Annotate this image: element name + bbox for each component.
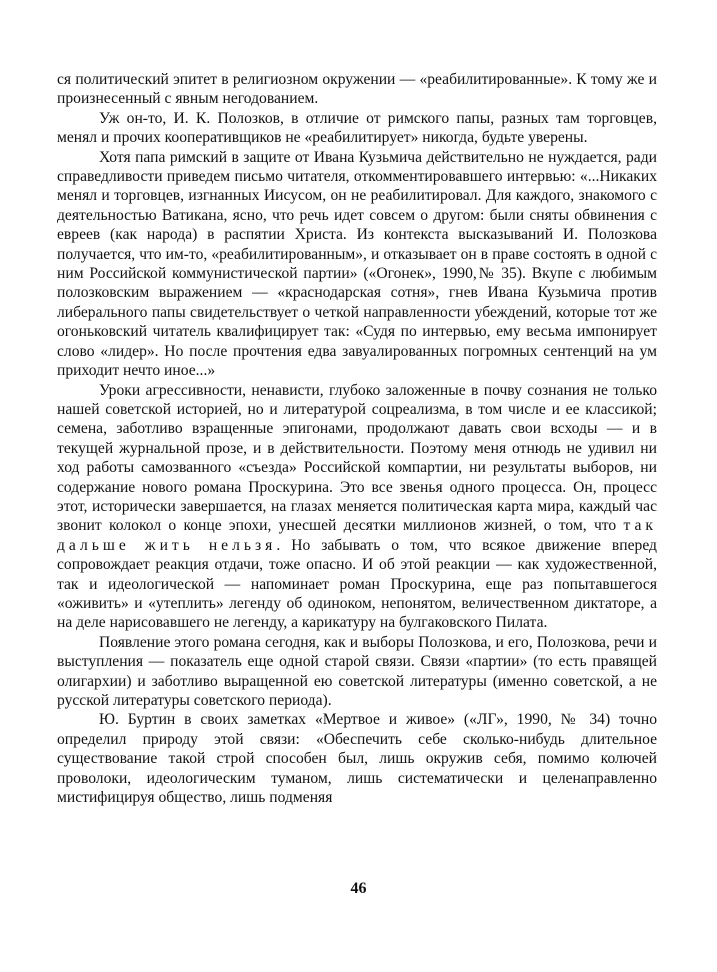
- paragraph-novel-appearance: Появление этого романа сегодня, как и выборы Полозкова, и его, Полозкова, речи и выступления — показатель еще одной старой связи. Связи «партии» (то есть правящей олигархии) и заботливо выращенной ею советской литературы (именно советской, а не русской литературы советского периода).: [57, 633, 657, 709]
- paragraph-burtin: Ю. Буртин в своих заметках «Мертвое и живое» («ЛГ», 1990, № 34) точно определил природу этой связи: «Обеспечить себе сколько-нибудь длительное существование такой строй способен был, лишь окружив себя, помимо колючей проволоки, идеологическим туманом, лишь систематически и целенаправленно мистифицируя общество, лишь подменяя: [57, 711, 657, 807]
- page-number: 46: [350, 880, 367, 897]
- paragraph-pope-letter: Хотя папа римский в защите от Ивана Кузьмича действительно не нуждается, ради справедливости приведем письмо читателя, откомментировавшего интервью: «...Никаких менял и торговцев, изгнанных Иисусом, он не реабилитировал. Для каждого, знакомого с деятельностью Ватикана, ясно, что речь идет совсем о другом: были сняты обвинения с евреев (как народа) в распятии Христа. Из контекста высказываний И. Полозкова получается, что им-то, «реабилитированным», и отказывает он в праве состоять в одной с ним Российской коммунистической партии» («Огонек», 1990,№ 35). Вкупе с любимым полозковским выражением — «краснодарская сотня», гнев Ивана Кузьмича против либерального папы свидетельствует о четкой направленности убеждений, которые тот же огоньковский читатель квалифицирует так: «Судя по интервью, ему весьма импонирует слово «лидер». Но после прочтения едва завуалированных погромных сентенций на ум приходит нечто иное...»: [57, 148, 657, 380]
- paragraph-polozkov: Уж он-то, И. К. Полозков, в отличие от римского папы, разных там торговцев, менял и прочих кооперативщиков не «реабилитирует» никогда, будьте уверены.: [57, 109, 657, 147]
- paragraph-continued: ся политический эпитет в религиозном окружении — «реабилитированные». К тому же и произнесенный с явным негодованием.: [57, 71, 657, 108]
- paragraph-aggression-before: Уроки агрессивности, ненависти, глубоко заложенные в почву сознания не только нашей советской историей, но и литературой соцреализма, в том числе и ее классикой; семена, заботливо взращенные эпигонами, продолжают давать свои всходы — и в текущей журнальной прозе, и в действительности. Поэтому меня отнюдь не удивил ни ход работы самозванного «съезда» Российской компартии, ни результаты выборов, ни содержание нового романа Проскурина. Это все звенья одного процесса. Он, процесс этот, исторически завершается, на глазах меняется политическая карта мира, каждый час звонит колокол о конце эпохи, унесшей десятки миллионов жизней, о том, что: [57, 381, 657, 535]
- spaced-phrase: так дальше жить нельзя: [57, 517, 657, 554]
- paragraph-aggression-after: . Но забывать о том, что всякое движение вперед сопровождает реакция отдачи, тоже опасно. И об этой реакции — как художественной, так и идеологической — напоминает роман Проскурина, еще раз попытавшегося «оживить» и «утеплить» легенду об одиноком, непонятом, величественном диктаторе, а на деле нарисовавшего не легенду, а карикатуру на булгаковского Пилата.: [57, 536, 657, 632]
- paragraph-aggression: [57, 381, 657, 633]
- page-text-block: [57, 70, 657, 807]
